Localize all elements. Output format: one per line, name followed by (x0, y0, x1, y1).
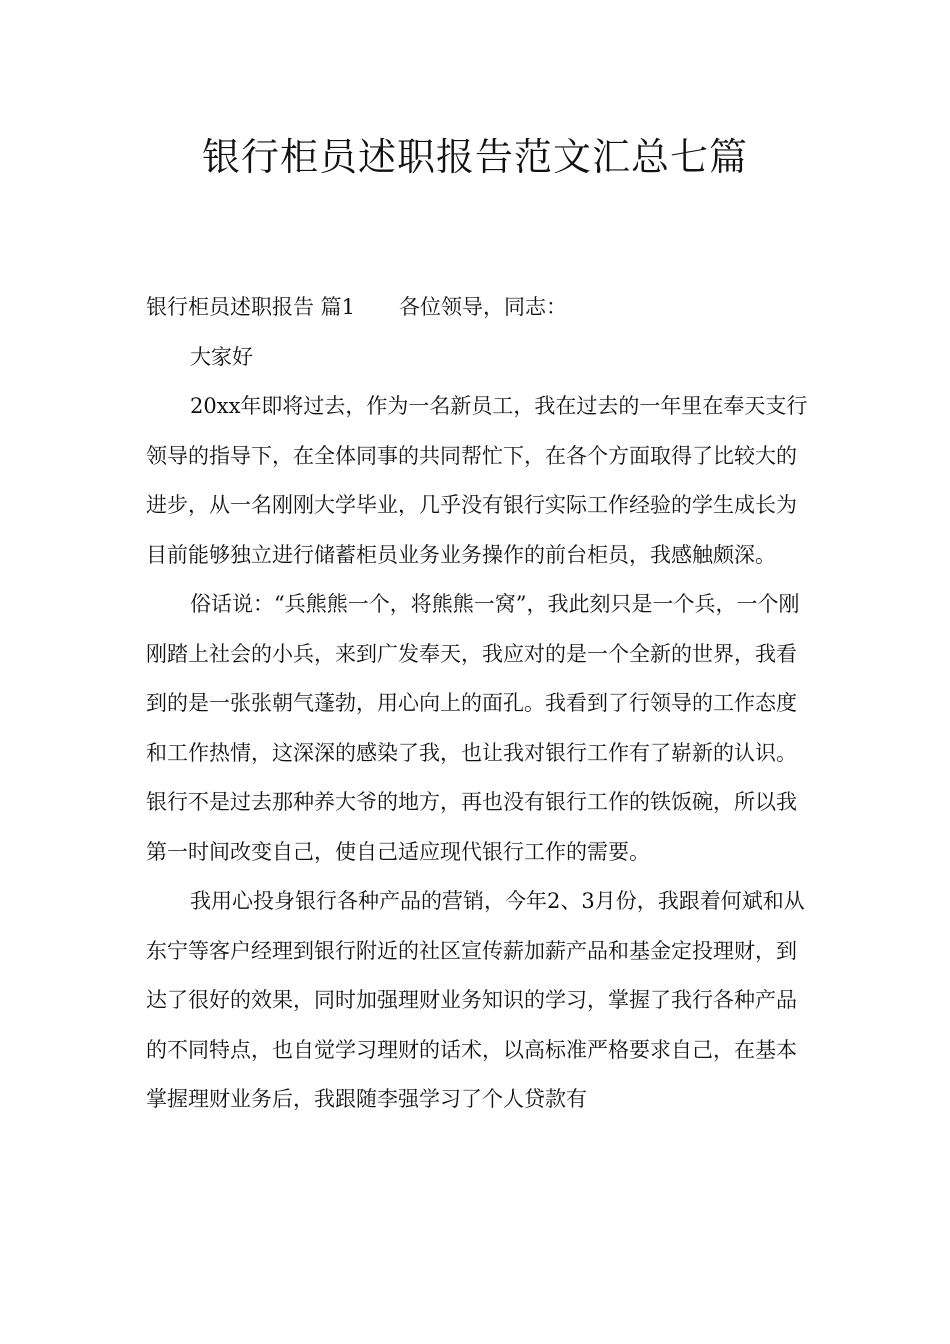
paragraph-2: 俗话说：“兵熊熊一个，将熊熊一窝”，我此刻只是一个兵，一个刚刚踏上社会的小兵，来到广发奉天，我应对的是一个全新的世界，我看到的是一张张朝气蓬勃，用心向上的面孔。我看到了行领导的工作态度和工作热情，这深深的感染了我，也让我对银行工作有了崭新的认识。银行不是过去那种养大爷的地方，再也没有银行工作的铁饭碗，所以我第一时间改变自己，使自己适应现代银行工作的需要。 (146, 592, 800, 864)
paragraph-1: 20xx年即将过去，作为一名新员工，我在过去的一年里在奉天支行领导的指导下，在全体同事的共同帮忙下，在各个方面取得了比较大的进步，从一名刚刚大学毕业，几乎没有银行实际工作经验的学生成长为目前能够独立进行储蓄柜员业务业务操作的前台柜员，我感触颇深。 (146, 394, 808, 567)
paragraph-greeting: 大家好 (190, 344, 253, 369)
document-title: 银行柜员述职报告范文汇总七篇 (201, 135, 748, 179)
paragraph-3: 我用心投身银行各种产品的营销，今年2、3月份，我跟着何斌和从东宁等客户经理到银行附近的社区宣传薪加薪产品和基金定投理财，到达了很好的效果，同时加强理财业务知识的学习，掌握了我行各种产品的不同特点，也自觉学习理财的话术，以高标准严格要求自己，在基本掌握理财业务后，我跟随李强学习了个人贷款有 (146, 889, 805, 1111)
report-heading: 银行柜员述职报告 篇1 (146, 295, 356, 319)
salutation: 各位领导，同志： (399, 295, 568, 319)
document-body (146, 283, 808, 1125)
first-line (146, 283, 808, 333)
